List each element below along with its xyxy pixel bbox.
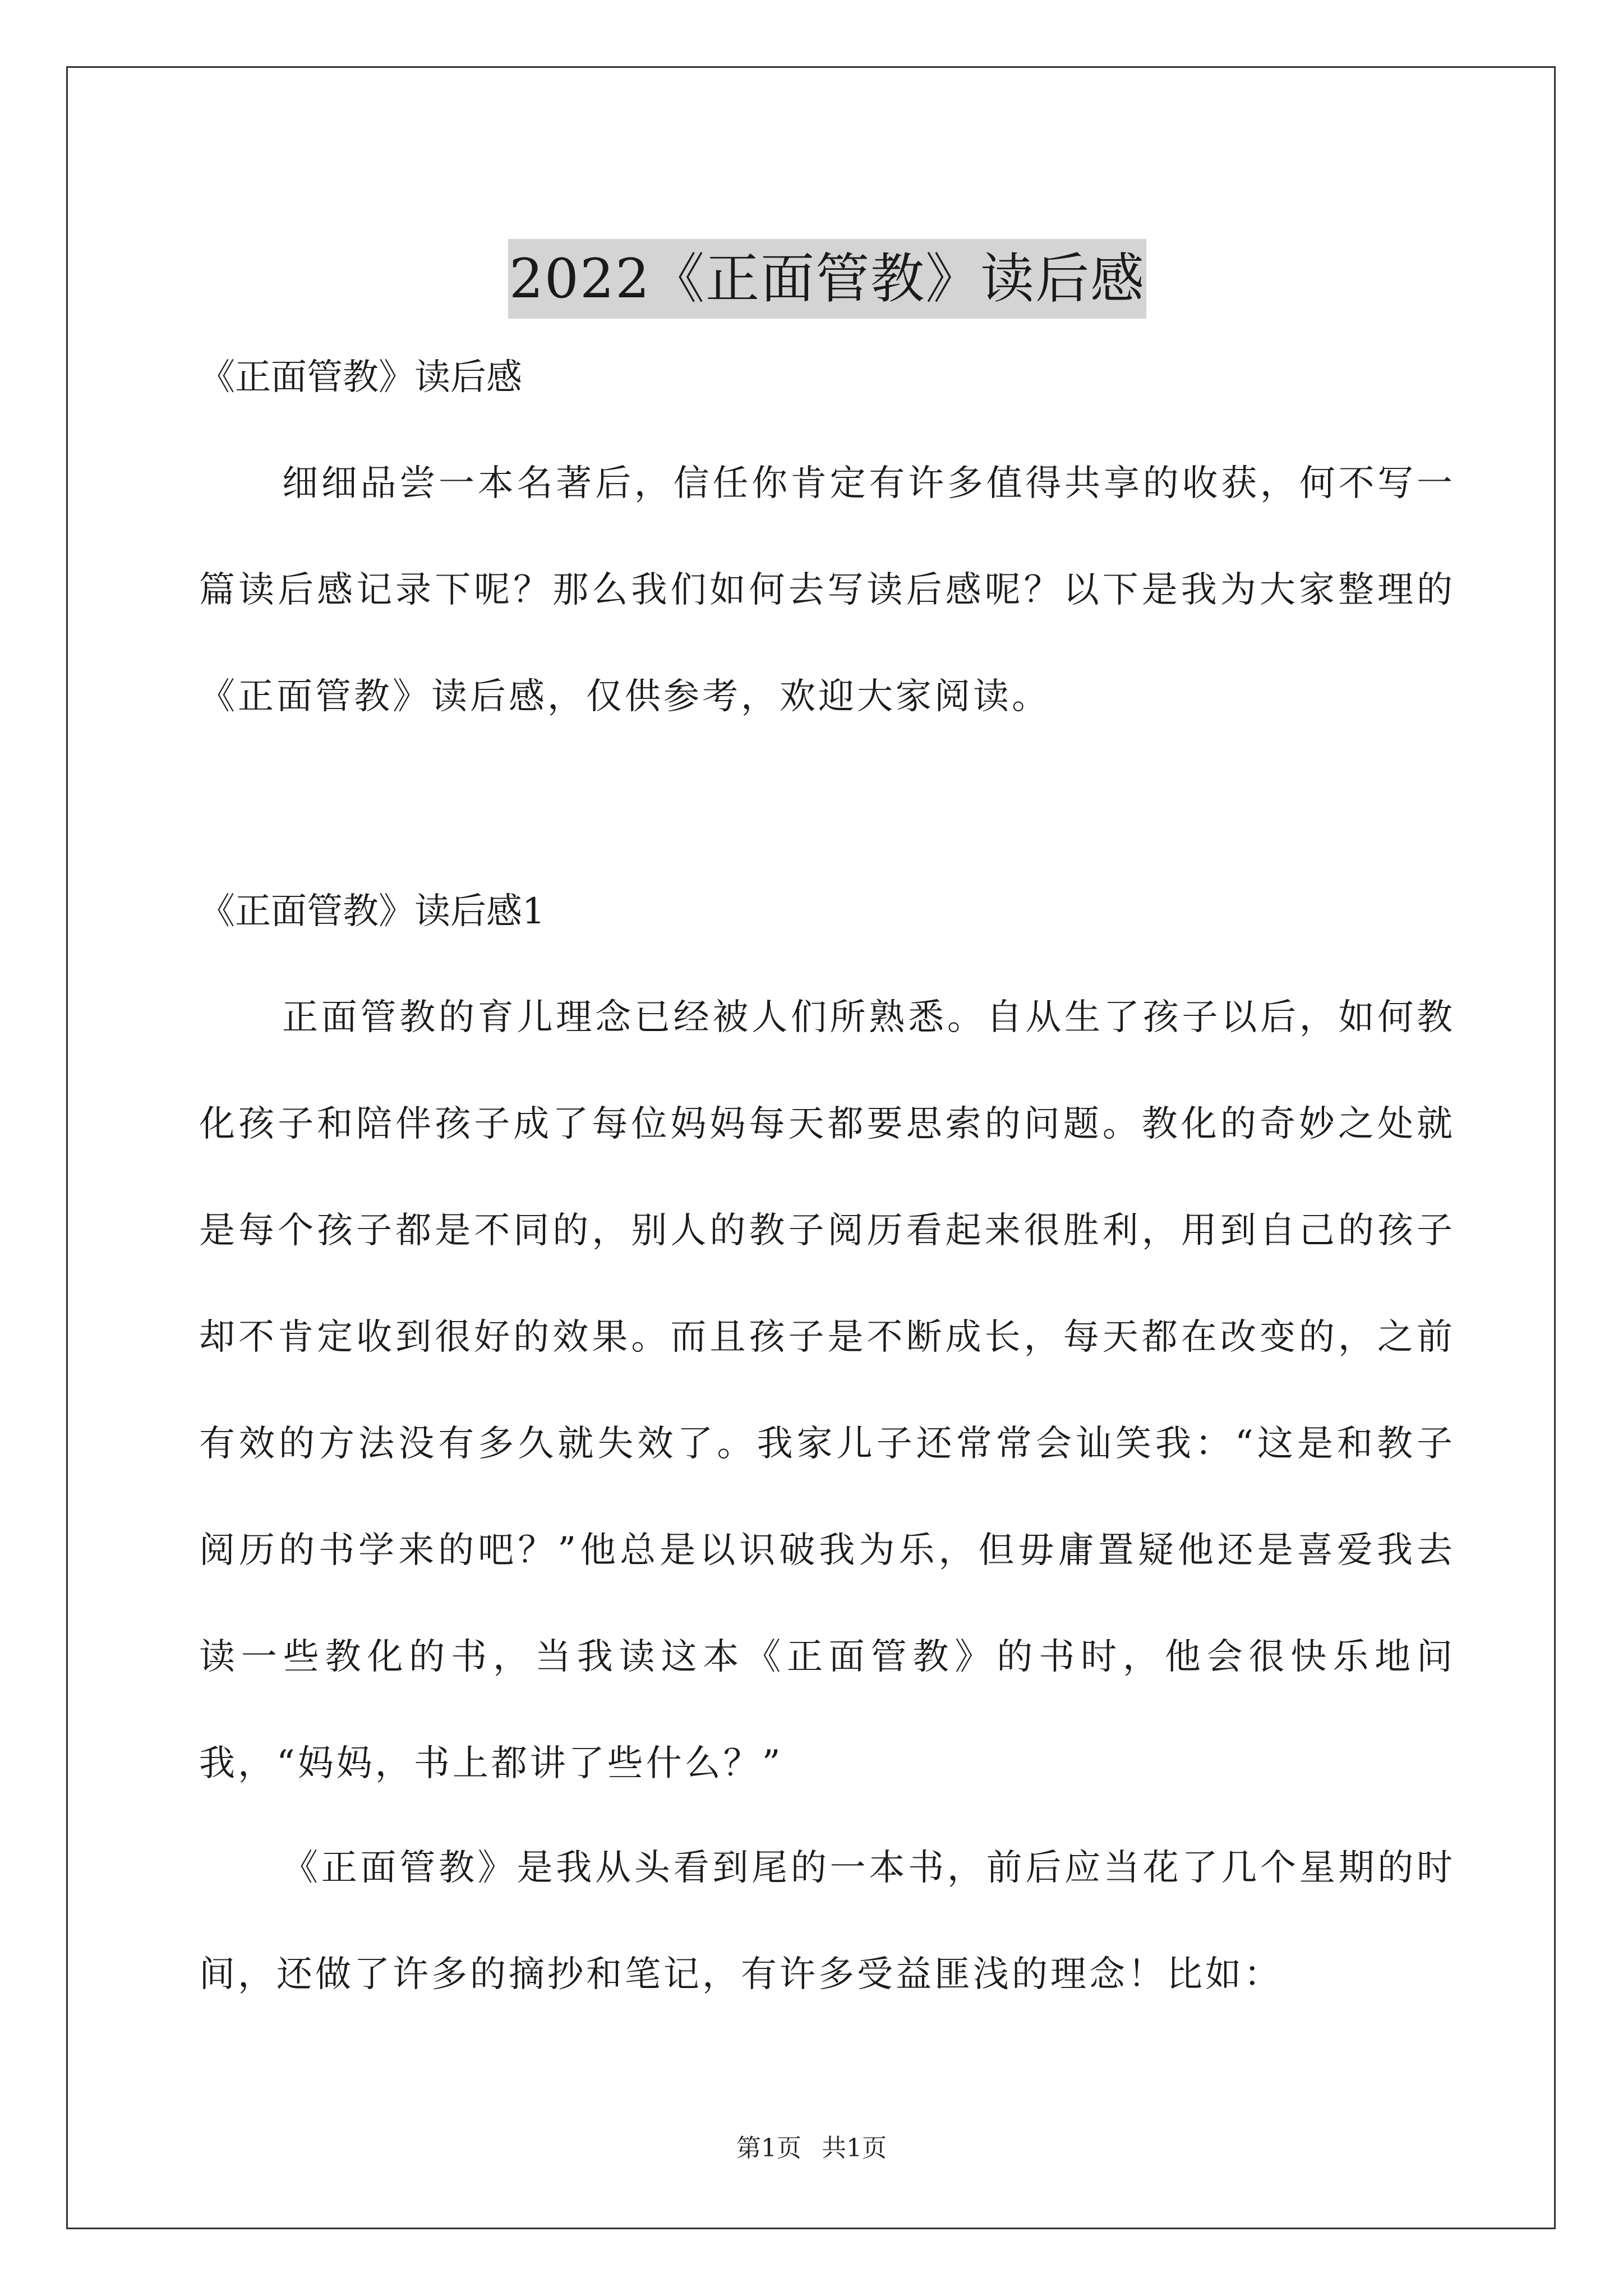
intro-paragraph: 细细品尝一本名著后，信任你肯定有许多值得共享的收获，何不写一篇读后感记录下呢？那么我们如何去写读后感呢？以下是我为大家整理的《正面管教》读后感，仅供参考，欢迎大家阅读。 bbox=[199, 463, 1455, 717]
page-number: 第1页 bbox=[736, 2134, 801, 2162]
document-title: 2022《正面管教》读后感 bbox=[508, 239, 1146, 319]
essay-heading: 《正面管教》读后感1 bbox=[199, 891, 545, 932]
section-heading: 《正面管教》读后感 bbox=[199, 357, 522, 398]
body-paragraph-1: 正面管教的育儿理念已经被人们所熟悉。自从生了孩子以后，如何教化孩子和陪伴孩子成了每位妈妈每天都要思索的问题。教化的奇妙之处就是每个孩子都是不同的，别人的教子阅历看起来很胜利，用到自己的孩子却不肯定收到很好的效果。而且孩子是不断成长，每天都在改变的，之前有效的方法没有多久就失效了。我家儿子还常常会讪笑我：“这是和教子阅历的书学来的吧？”他总是以识破我为乐，但毋庸置疑他还是喜爱我去读一些教化的书，当我读这本《正面管教》的书时，他会很快乐地问我，“妈妈，书上都讲了些什么？” bbox=[199, 997, 1455, 1784]
page-total: 共1页 bbox=[822, 2134, 887, 2162]
title-container bbox=[199, 203, 1455, 355]
page-footer bbox=[0, 2132, 1623, 2165]
body-paragraph-2: 《正面管教》是我从头看到尾的一本书，前后应当花了几个星期的时间，还做了许多的摘抄和笔记，有许多受益匪浅的理念！比如： bbox=[199, 1847, 1455, 1995]
